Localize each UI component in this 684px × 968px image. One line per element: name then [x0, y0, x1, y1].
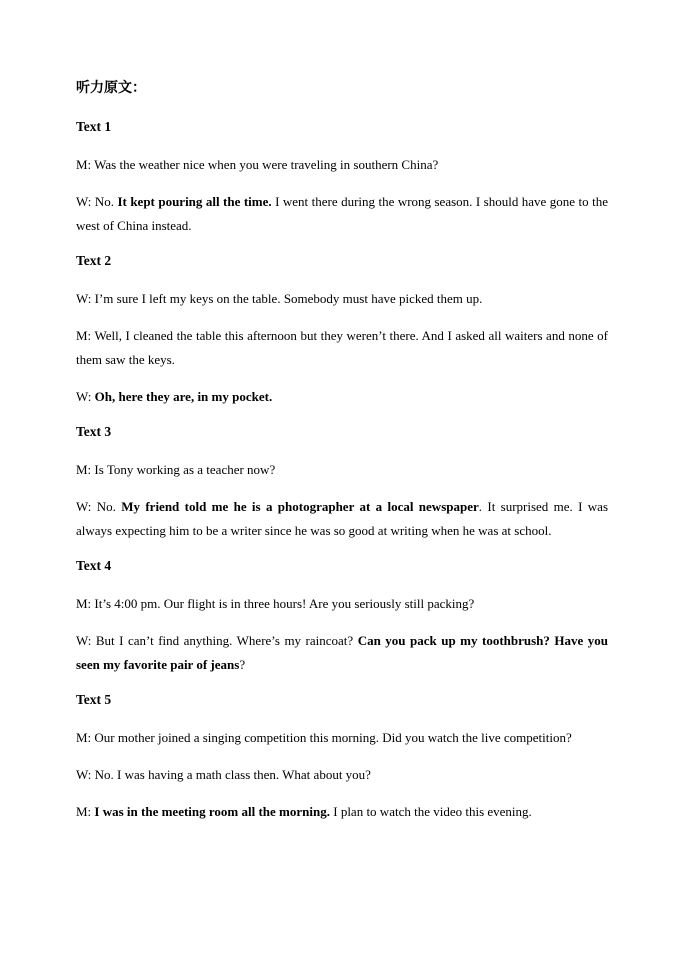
key-answer-text: It kept pouring all the time. — [117, 194, 272, 209]
dialogue-line — [76, 287, 608, 311]
section-heading: Text 5 — [76, 692, 112, 707]
document-title: 听力原文： — [76, 80, 146, 96]
dialogue-text: M: Was the weather nice when you were traveling in southern China? — [76, 157, 439, 172]
dialogue-text: W: But I can’t find anything. Where’s my raincoat? — [76, 633, 358, 648]
dialogue-text: W: No. — [76, 499, 122, 514]
dialogue-text: M: Our mother joined a singing competition this morning. Did you watch the live competition? — [76, 730, 572, 745]
key-answer-text: Can you pack up my toothbrush? Have you seen my favorite pair of jeans — [76, 633, 609, 672]
dialogue-text: I went there during the wrong season. I should have gone to the west of China instead. — [76, 194, 608, 233]
dialogue-text: W: No. I was having a math class then. What about you? — [76, 767, 371, 782]
dialogue-text: M: Is Tony working as a teacher now? — [76, 462, 276, 477]
dialogue-text: M: — [76, 804, 95, 819]
key-answer-text: Oh, here they are, in my pocket. — [94, 389, 273, 404]
dialogue-line — [76, 800, 608, 824]
dialogue-line — [76, 190, 608, 238]
dialogue-text: W: — [76, 389, 95, 404]
dialogue-line — [76, 324, 608, 372]
dialogue-text: . It surprised me. I was always expecting him to be a writer since he was so good at writing when he was at school. — [76, 499, 609, 538]
dialogue-text: I plan to watch the video this evening. — [329, 804, 532, 819]
dialogue-text: M: Well, I cleaned the table this afternoon but they weren’t there. And I asked all waiters and none of them saw the keys. — [76, 328, 608, 367]
dialogue-line — [76, 592, 608, 616]
dialogue-text: ? — [239, 657, 246, 672]
transcript-sections — [76, 117, 608, 824]
dialogue-line — [76, 629, 608, 677]
section-heading: Text 4 — [76, 558, 112, 573]
dialogue-text: W: No. — [76, 194, 118, 209]
section-heading: Text 3 — [76, 424, 112, 439]
dialogue-line — [76, 495, 608, 543]
dialogue-line — [76, 763, 608, 787]
section-heading: Text 1 — [76, 119, 112, 134]
section-heading: Text 2 — [76, 253, 112, 268]
dialogue-line — [76, 458, 608, 482]
key-answer-text: My friend told me he is a photographer at a local newspaper — [121, 499, 479, 514]
document-page — [76, 78, 608, 837]
dialogue-text: W: I’m sure I left my keys on the table. Somebody must have picked them up. — [76, 291, 483, 306]
dialogue-line — [76, 385, 608, 409]
dialogue-text: M: It’s 4:00 pm. Our flight is in three hours! Are you seriously still packing? — [76, 596, 475, 611]
dialogue-line — [76, 153, 608, 177]
key-answer-text: I was in the meeting room all the morning. — [94, 804, 330, 819]
dialogue-line — [76, 726, 608, 750]
